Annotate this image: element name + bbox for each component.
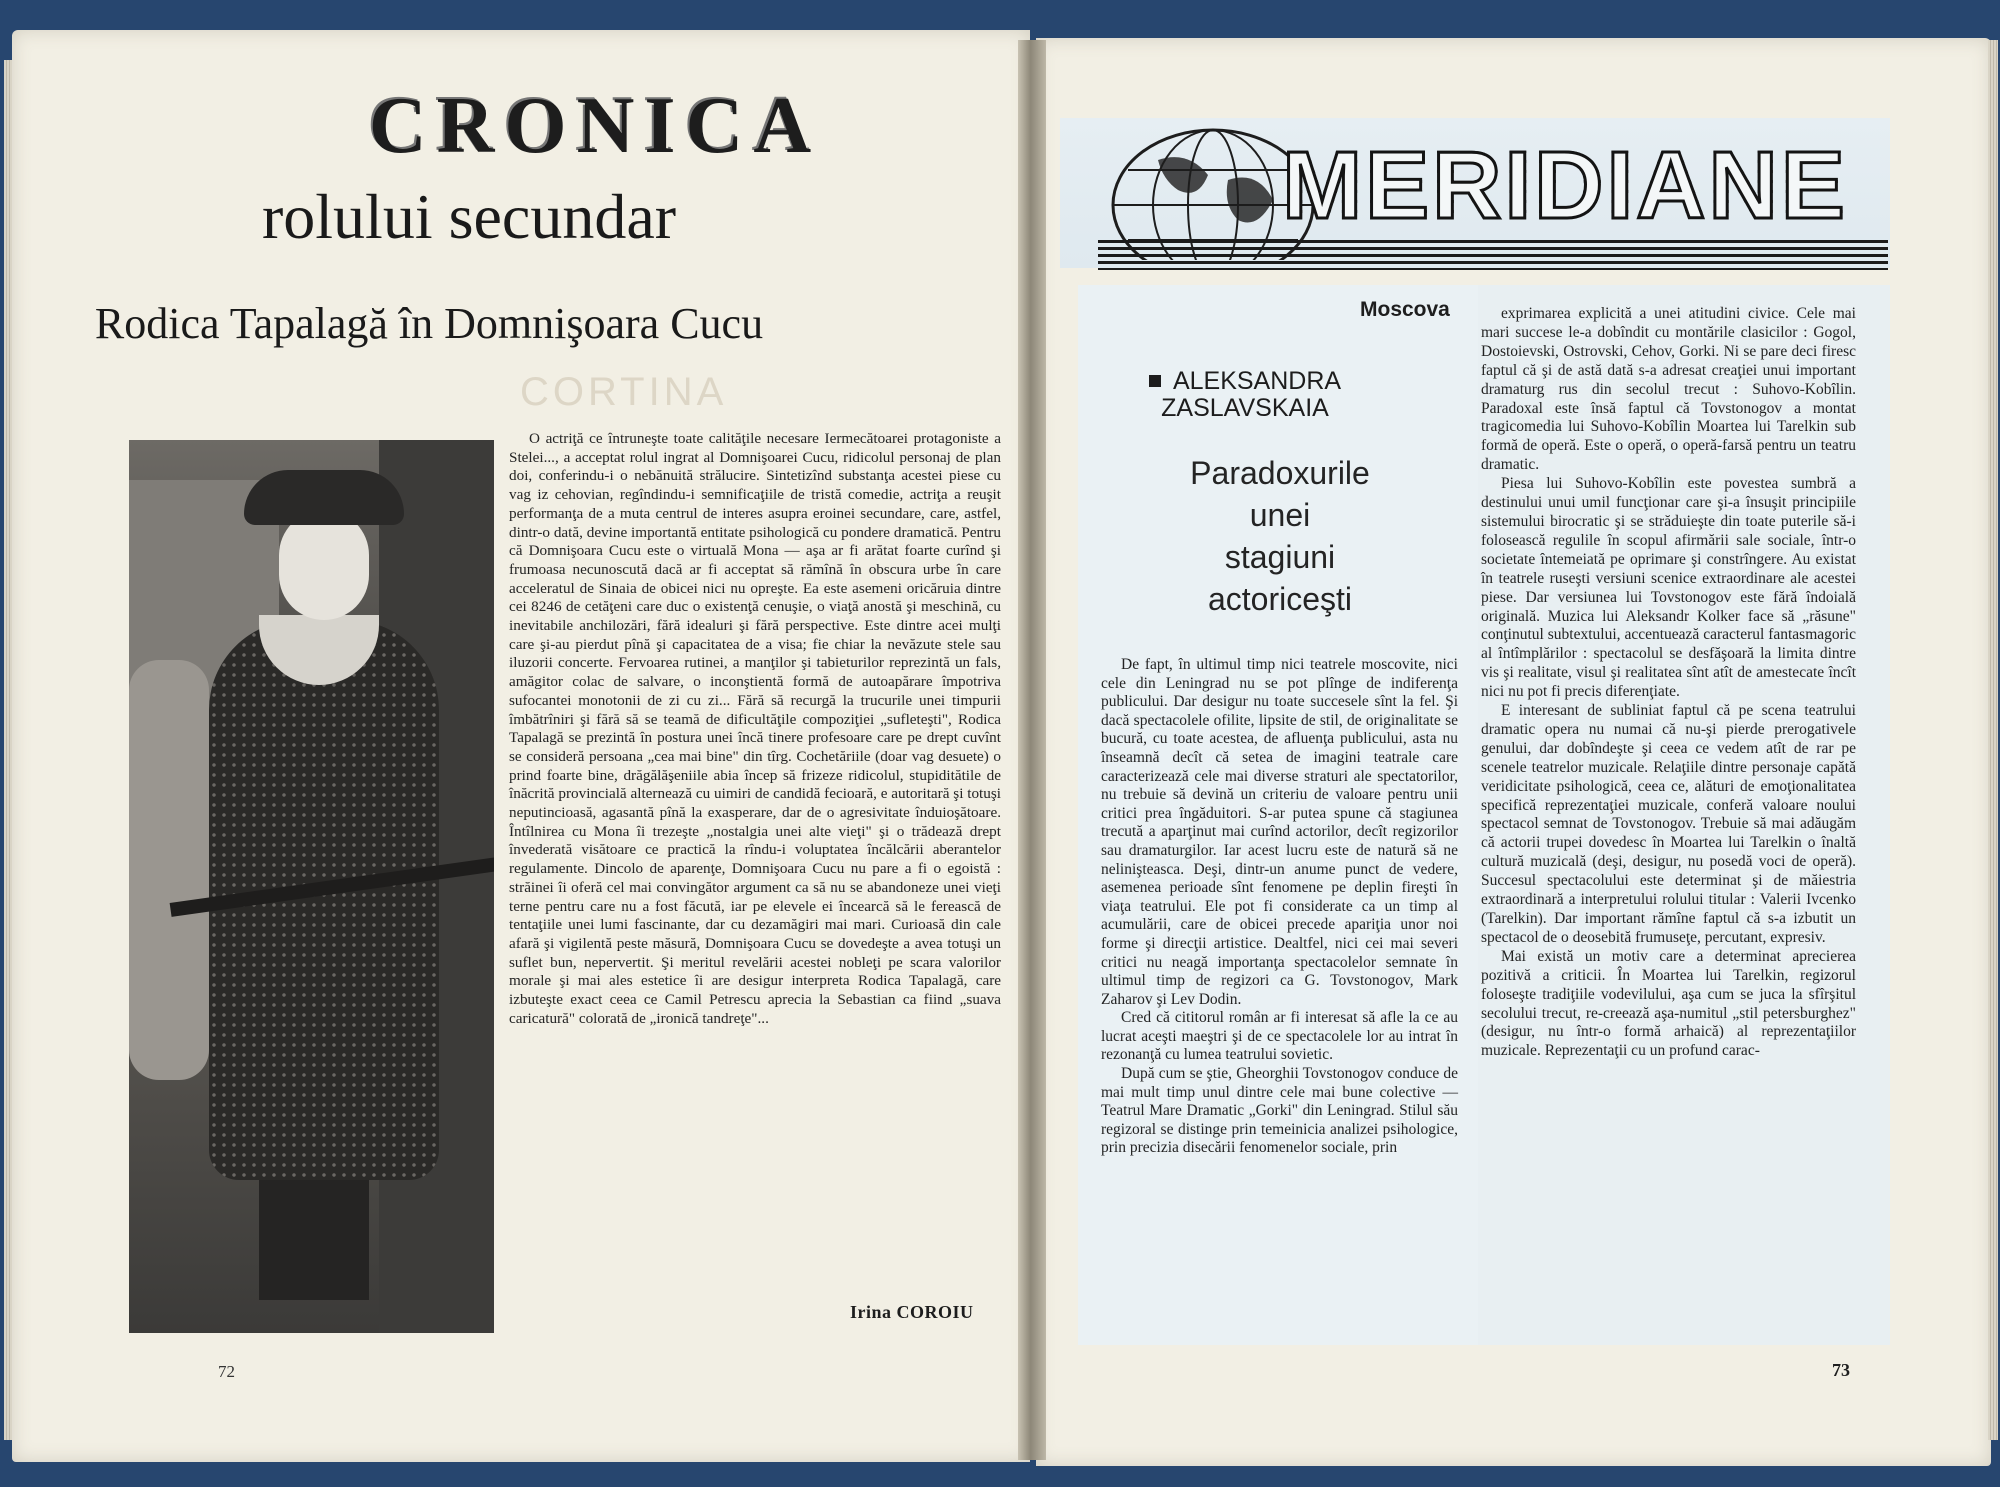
article-author <box>1095 368 1395 422</box>
paragraph: Piesa lui Suhovo-Kobîlin este povestea sumbră a destinului unui umil funcţionar care şi-a însuşit principiile sistemului birocratic şi se străduieşte din toate puterile să-i folosească regulile în scopul afirmării sale sociale, într-o societate întemeiată pe oprimare şi constrîngere. Au existat în teatrele ruseşti versiuni scenice extraordinare ale acestei piese. Dar versiunea lui Tovstonogov este fără îndoială originală. Muzica lui Aleksandr Kolker face să „răsune" conţinutul subtextului, accentuează caracterul fantasmagoric al întîmplărilor : spectacolul se desfăşoară la limita dintre vis şi realitate, visul şi realitatea sînt atît de amestecate încît nici nu pot fi precis diferenţiate. <box>1481 475 1856 701</box>
title-line: unei <box>1249 497 1311 533</box>
paragraph: După cum se ştie, Gheorghii Tovstonogov conduce de mai mult timp unul dintre cele mai bune colective — Teatrul Mare Dramatic „Gorki" din Leningrad. Stilul său regizoral se distinge prin temeinicia analizei psihologice, prin precizia disecării fenomenelor sociale, prin <box>1101 1065 1458 1157</box>
bullet-icon <box>1149 375 1161 387</box>
author-last: ZASLAVSKAIA <box>1161 394 1329 422</box>
section-heading-cronica: CRONICA <box>368 82 822 170</box>
author-first: ALEKSANDRA <box>1172 367 1342 395</box>
paragraph: exprimarea explicită a unei atitudini civice. Cele mai mari succese le-a dobîndit cu montările clasicilor : Gogol, Dostoievski, Ostrovski, Cehov, Gorki. Ni se pare deci firesc faptul că şi de astă dată s-a adresat creaţiei unui important dramaturg rus din secolul trecut : Suhovo-Kobîlin. Paradoxal este însă faptul că Tovstonogov a montat tragicomedia lui Suhovo-Kobîlin Moartea lui Tarelkin sub formă de operă. Este o operă, o operă-farsă pentru un teatru dramatic. <box>1481 305 1856 474</box>
article-body-right-column <box>1481 305 1856 1061</box>
page-number-right: 73 <box>1832 1360 1850 1380</box>
book-gutter <box>1018 40 1046 1460</box>
author-signature: Irina COROIU <box>850 1302 974 1322</box>
article-subtitle-left: Rodica Tapalagă în Domnişoara Cucu <box>94 299 764 348</box>
paragraph: Cred că cititorul român ar fi interesat să afle la ce au lucrat aceşti maeştri şi de ce spectacolele lor au intrat în rezonanţă cu lumea teatrului sovietic. <box>1101 1009 1458 1064</box>
section-heading-meridiane: MERIDIANE <box>1240 130 1890 242</box>
dateline-city: Moscova <box>1360 298 1450 321</box>
paragraph: E interesant de subliniat faptul că pe scena teatrului dramatic opera nu numai că nu-şi pierde prerogativele genului, dar dobîndeşte şi ceea ce vedem atît de rar pe scenele teatrelor muzicale. Relaţiile dintre personaje capătă veridicitate psihologică, ceea ce, alături de emoţionalitatea specifică reprezentaţiei muzicale, conferă valoare noului spectacol semnat de Tovstonogov. Trebuie să mai adăugăm că actorii trupei dovedesc în Moartea lui Tarelkin o înaltă cultură muzicală (deşi, desigur, nu posedă voci de operă). Succesul spectacolului este determinat şi de măiestria extraordinară a interpretului rolului titular : Valerii Ivcenko (Tarelkin). Dar important rămîne faptul că s-a izbutit un spectacol de o deosebită frumuseţe, percutant, expresiv. <box>1481 702 1856 946</box>
show-through-text: CORTINA <box>520 370 728 414</box>
article-body-left <box>509 430 1001 1029</box>
title-line: stagiuni <box>1224 539 1336 575</box>
paragraph: De fapt, în ultimul timp nici teatrele moscovite, nici cele din Leningrad nu se pot plînge de indiferenţa publicului. Dar desigur nu toate succesele sînt la fel. Şi dacă spectacolele ofilite, lipsite de stil, de originalitate se bucură, cu toate acestea, de afluenţa publicului, asta nu înseamnă decît că setea de imagini teatrale care caracterizează cele mai diverse straturi ale spectatorilor, nu trebuie să devină un criteriu de valoare pentru unii critici prea îngăduitori. S-ar putea spune că stagiunea trecută a aparţinut mai curînd actorilor, decît regizorilor sau dramaturgilor. Iar acest lucru este de natură să ne nelinişteasca. Deşi, dintr-un anume punct de vedere, asemenea perioade sînt fenomene pe deplin fireşti în viaţa teatrului. Ele pot fi considerate ca un timp al acumulării, care de obicei precede apariţia unor noi forme şi direcţii artistice. Dealtfel, nici cei mai severi critici nu neagă importanţa spectacolelor semnate în ultimul timp de regizori ca G. Tovstonogov, Mark Zaharov şi Lev Dodin. <box>1101 656 1458 1008</box>
article-title-right <box>1130 452 1430 620</box>
paragraph: Mai există un motiv care a determinat aprecierea pozitivă a criticii. În Moartea lui Tarelkin, regizorul foloseşte tradiţiile vodevilului, aşa cum se juca la sfîrşitul secolului trecut, re-creează aşa-numitul „stil petersburghez" (desigur, nu într-o formă arhaică) al reprezentaţiilor muzicale. Reprezentaţii cu un profund carac- <box>1481 947 1856 1060</box>
page-number-left: 72 <box>218 1362 235 1381</box>
article-title-left: rolului secundar <box>261 181 677 252</box>
article-body-middle-column <box>1101 656 1458 1158</box>
page-edge-right <box>1988 40 1998 1440</box>
title-line: actoriceşti <box>1207 581 1353 617</box>
banner-rule-lines <box>1098 240 1888 270</box>
actress-photo <box>129 440 494 1333</box>
paragraph: O actriţă ce întruneşte toate calităţile necesare Iermecătoarei protagoniste a Stelei..., a acceptat rolul ingrat al Domnişoarei Cucu, ridicolul personaj de plan doi, conferindu-i o nebănuită strălucire. Sintetizînd substanţa acestei piese cu vag iz cehovian, regîndindu-i semnificaţiile de tristă comedie, actriţa a reuşit performanţa de a muta centrul de interes asupra eroinei secundare, care, astfel, dintr-o dată, devine importantă entitate psihologică cu pondere dramatică. Pentru că Domnişoara Cucu este o virtuală Mona — aşa ar fi arătat foarte curînd şi frumoasa necunoscută dacă ar fi acceptat să rămînă în obscura urbe în care acceleratul de Sinaia de obicei nici nu opreşte. Ea este asemeni oricăruia dintre cei 8246 de cetăţeni care duc o existenţă cenuşie, o viaţă anostă şi meschină, cu inevitabile anchilozări, fără idealuri şi fără perspective. Este dintre acei mulţi care şi-au pierdut pînă şi capacitatea de a visa; fie chiar la nevăzute stele sau iluzorii concerte. Fervoarea rutinei, a manţilor şi tabieturilor reprezintă un fals, amăgitor colac de salvare, o inconştientă formă de autoapărare împotriva sufocantei monotonii de zi cu zi... Fără să recurgă la trucurile unei timpurii îmbătrîniri şi fără să se teamă de dificultăţile compoziţiei „sufleteşti", Rodica Tapalagă se prezintă în postura unei încă tinere profesoare care pe drept cuvînt se consideră persoana „cea mai bine" din tîrg. Cochetăriile (doar vag desuete) o prind foarte bine, drăgălăşeniile abia încep să frizeze ridicolul, stupiditătile de înăcrită provincială alternează cu uimiri de candidă fecioară, e autoritară şi totuşi neputincioasă, agasantă pînă la exasperare, dar de o agresivitate înduioşătoare. Întîlnirea cu Mona îi trezeşte „nostalgia unei alte vieţi" şi o trădează drept învederată visătoare ce practică la rîndu-i voluptatea încălcării aberantelor regulamente. Dincolo de aparenţe, Domnişoara Cucu nu pare a fi o egoistă : străinei îi oferă cel mai convingător argument ca să nu se abandoneze unei vieţi terne pentru care nu a fost făcută, iar pe elevele ei încearcă să le ferească de tentaţiile unei lumi fascinante, dar cu dezamăgiri mai mari. Curioasă din cale afară şi vigilentă peste măsură, Domnişoara Cucu se dovedeşte a avea totuşi un suflet bun, nepervertit. Şi meritul revelării acestei nobleţi pe scara valorilor morale şi mai ales estetice îi are desigur interpreta Rodica Tapalagă, care izbuteşte exact ceea ce Camil Petrescu aprecia la Sebastian ca fiind „suava caricatură" colorată de „ironică tandreţe"... <box>509 430 1001 1027</box>
title-line: Paradoxurile <box>1190 455 1370 491</box>
